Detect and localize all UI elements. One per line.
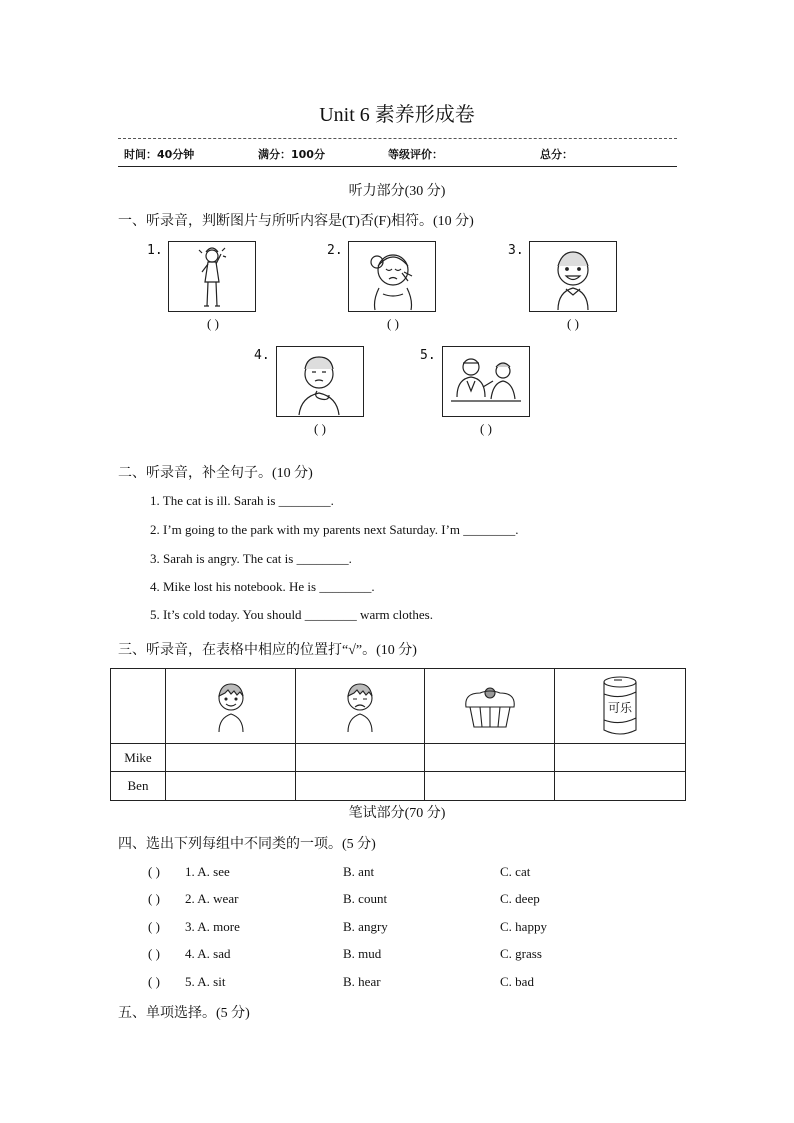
choice-option-b: B. count [343, 891, 388, 906]
choice-option-a: 5. A. sit [185, 974, 226, 989]
check-cell[interactable] [296, 772, 425, 801]
row-label: Ben [111, 772, 166, 801]
choice-paren[interactable]: ( ) [148, 946, 160, 961]
row-label: Mike [111, 744, 166, 772]
table-header-cell [555, 669, 686, 744]
sentence-line: 4. Mike lost his notebook. He is ________. [150, 579, 375, 594]
choice-option-a: 2. A. wear [185, 891, 239, 906]
answer-blank[interactable]: ( ) [480, 421, 492, 436]
sick-girl-icon [169, 242, 255, 311]
cola-label: 可乐 [607, 701, 632, 715]
answer-blank[interactable]: ( ) [207, 316, 219, 331]
picture-frame [529, 241, 617, 312]
picture-frame [348, 241, 436, 312]
section-4-heading: 四、选出下列每组中不同类的一项。(5 分) [118, 837, 376, 852]
picture-frame [168, 241, 256, 312]
section-2-heading: 二、听录音，补全句子。(10 分) [118, 466, 313, 481]
answer-blank[interactable]: ( ) [314, 421, 326, 436]
check-cell[interactable] [166, 772, 296, 801]
choice-option-a: 1. A. see [185, 864, 230, 879]
table-header-cell [296, 669, 425, 744]
section-1-heading: 一、听录音，判断图片与所听内容是(T)否(F)相符。(10 分) [118, 214, 474, 229]
doctor-patient-icon [443, 347, 529, 416]
sad-boy-icon [340, 678, 380, 734]
picture-frame [276, 346, 364, 417]
sentence-line: 2. I’m going to the park with my parents next Saturday. I’m ________. [150, 522, 519, 537]
crying-girl-icon [349, 242, 435, 311]
answer-blank[interactable]: ( ) [387, 316, 399, 331]
choice-option-c: C. bad [500, 974, 534, 989]
answer-blank[interactable]: ( ) [567, 316, 579, 331]
check-cell[interactable] [166, 744, 296, 772]
happy-boy-icon [211, 678, 251, 734]
choice-option-b: B. hear [343, 974, 381, 989]
cola-can-icon [600, 674, 640, 738]
info-grade: 等级评价： [388, 148, 443, 161]
choice-option-c: C. happy [500, 919, 547, 934]
happy-boy-icon [530, 242, 616, 311]
table-row [111, 744, 686, 772]
listening-header: 听力部分(30 分) [348, 184, 446, 199]
check-cell[interactable] [555, 772, 686, 801]
table-corner-cell [111, 669, 166, 744]
picture-number: 5. [420, 348, 436, 363]
table-header-cell [166, 669, 296, 744]
choice-option-a: 3. A. more [185, 919, 240, 934]
info-full-score: 满分：100分 [258, 148, 325, 161]
picture-number: 3. [508, 243, 524, 258]
page-title: Unit 6 素养形成卷 [319, 104, 475, 126]
worried-man-icon [277, 347, 363, 416]
picture-frame [442, 346, 530, 417]
check-cell[interactable] [425, 744, 555, 772]
check-cell[interactable] [555, 744, 686, 772]
choice-option-b: B. angry [343, 919, 388, 934]
check-cell[interactable] [425, 772, 555, 801]
choice-paren[interactable]: ( ) [148, 891, 160, 906]
sentence-line: 3. Sarah is angry. The cat is ________. [150, 551, 352, 566]
choice-option-c: C. deep [500, 891, 540, 906]
check-cell[interactable] [296, 744, 425, 772]
info-total: 总分： [540, 148, 573, 161]
written-header: 笔试部分(70 分) [348, 806, 446, 821]
choice-option-a: 4. A. sad [185, 946, 231, 961]
choice-option-b: B. mud [343, 946, 382, 961]
muffin-icon [460, 681, 520, 731]
picture-number: 2. [327, 243, 343, 258]
section-3-heading: 三、听录音，在表格中相应的位置打“√”。(10 分) [118, 643, 417, 658]
table-row [111, 772, 686, 801]
picture-number: 4. [254, 348, 270, 363]
table-header-cell [425, 669, 555, 744]
info-time: 时间：40分钟 [124, 148, 195, 161]
choice-paren[interactable]: ( ) [148, 919, 160, 934]
choice-option-c: C. cat [500, 864, 531, 879]
sentence-line: 1. The cat is ill. Sarah is ________. [150, 493, 334, 508]
section-5-heading: 五、单项选择。(5 分) [118, 1006, 250, 1021]
choice-paren[interactable]: ( ) [148, 974, 160, 989]
choice-option-b: B. ant [343, 864, 375, 879]
dashed-divider [118, 138, 677, 139]
choice-paren[interactable]: ( ) [148, 864, 160, 879]
answer-table [110, 668, 686, 801]
solid-divider [118, 166, 677, 167]
sentence-line: 5. It’s cold today. You should ________ warm clothes. [150, 607, 433, 622]
choice-option-c: C. grass [500, 946, 542, 961]
picture-number: 1. [147, 243, 163, 258]
table-header-row [111, 669, 686, 744]
